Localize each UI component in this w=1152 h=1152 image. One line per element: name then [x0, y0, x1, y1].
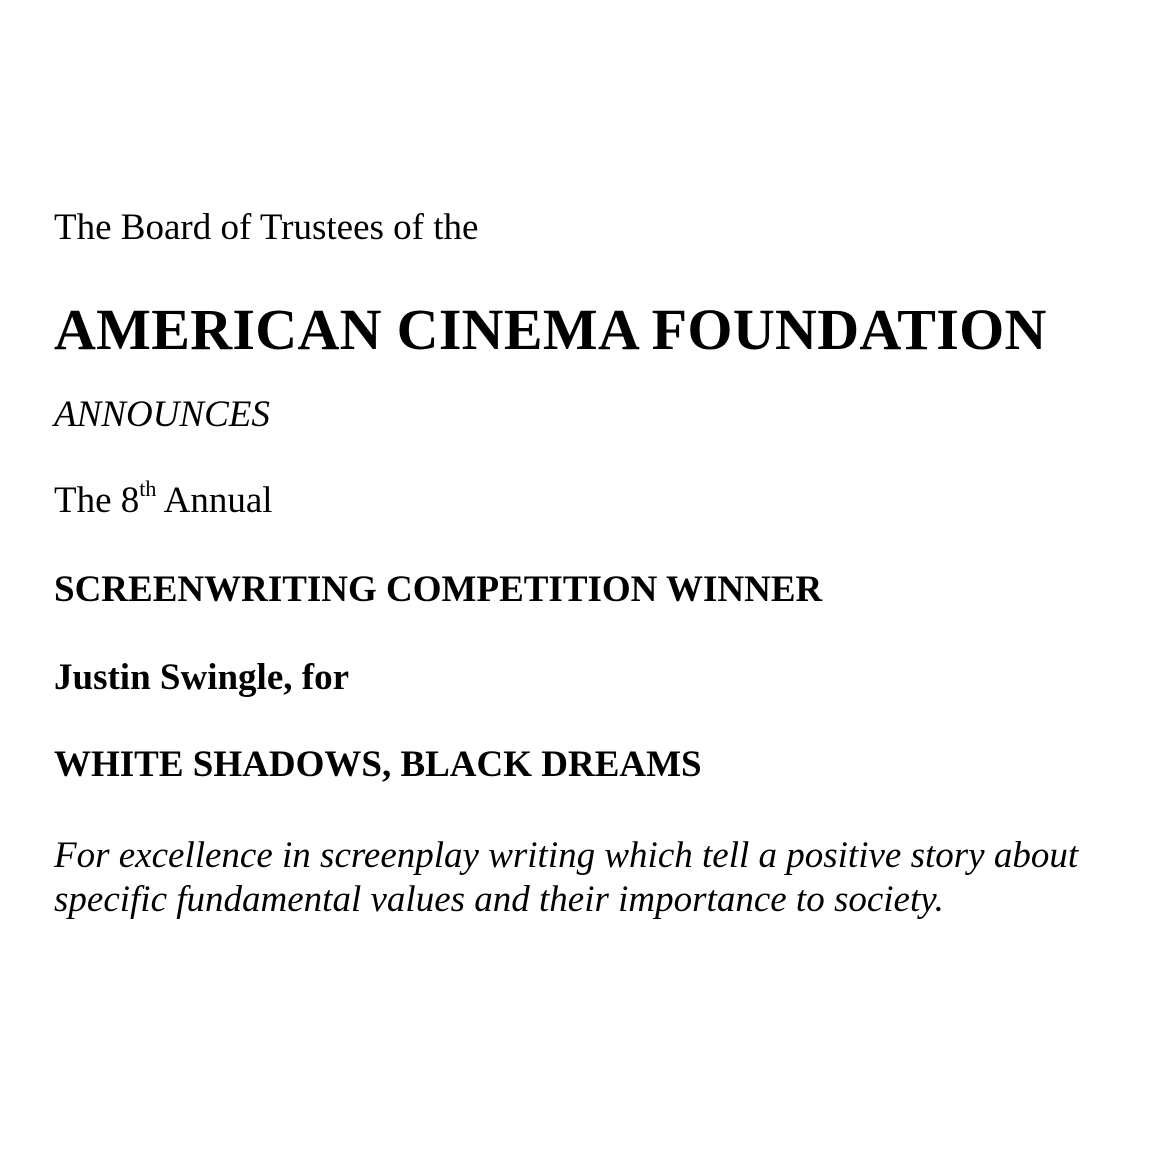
edition-prefix: The 8 — [54, 480, 140, 521]
citation-text — [54, 834, 1134, 922]
intro-text: The Board of Trustees of the — [54, 207, 479, 248]
award-title: SCREENWRITING COMPETITION WINNER — [54, 569, 823, 610]
winner-name: Justin Swingle, for — [54, 657, 350, 698]
edition-ordinal-suffix: th — [139, 476, 157, 501]
work-title: WHITE SHADOWS, BLACK DREAMS — [54, 744, 702, 785]
edition-rest: Annual — [156, 480, 273, 521]
edition-text — [54, 476, 273, 521]
citation-line-1: For excellence in screenplay writing which tell a positive story about — [54, 835, 1079, 876]
citation-line-2: specific fundamental values and their importance to society. — [54, 879, 944, 920]
announces-text: ANNOUNCES — [54, 394, 270, 435]
organization-name: AMERICAN CINEMA FOUNDATION — [54, 297, 1047, 362]
